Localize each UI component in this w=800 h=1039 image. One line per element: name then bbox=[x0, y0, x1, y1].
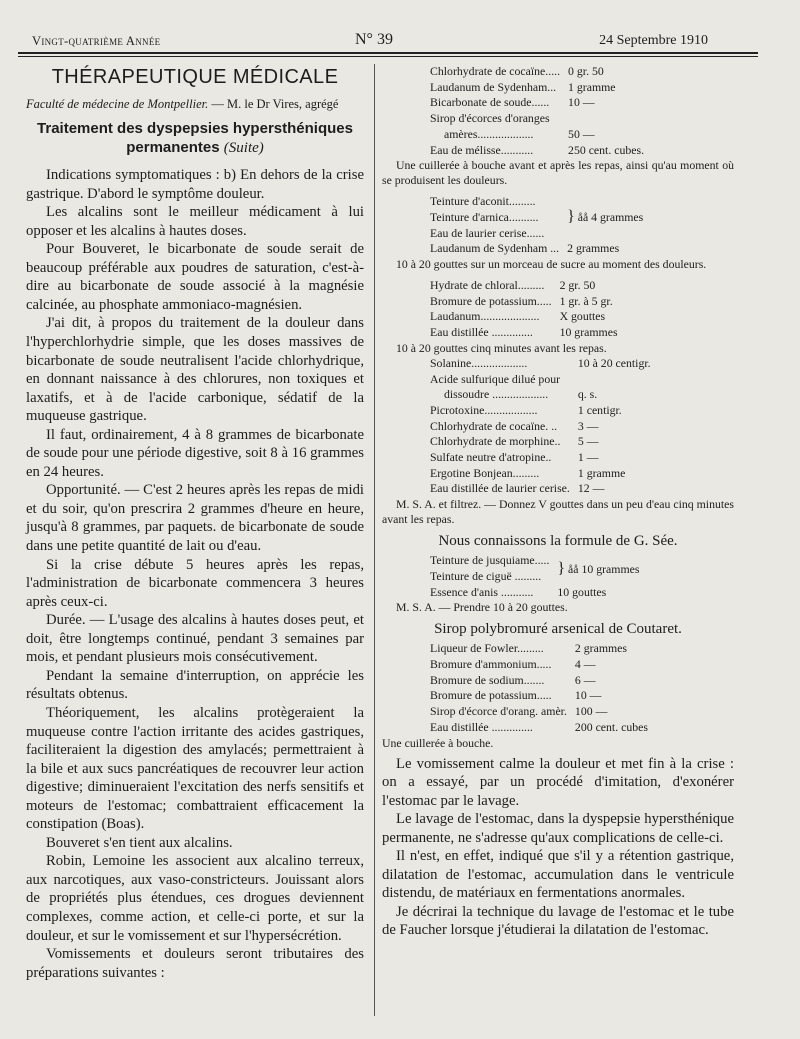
header-rule-thin bbox=[18, 56, 758, 57]
dose: 4 — bbox=[574, 656, 596, 671]
article-title bbox=[26, 119, 364, 158]
prescription-row bbox=[382, 143, 644, 159]
dosage-note: M. S. A. et filtrez. — Donnez V gouttes dans un peu d'eau cinq minutes avant les repas. bbox=[382, 497, 734, 527]
dose: 10 grammes bbox=[559, 325, 618, 340]
ingredient: Laudanum de Sydenham ... bbox=[430, 241, 560, 256]
header-rule bbox=[18, 52, 758, 54]
paragraph: Je décrirai la technique du lavage de l'estomac et le tube de Faucher lorsque j'étudierai la dilatation de l'estomac. bbox=[382, 903, 734, 938]
dose bbox=[570, 372, 651, 388]
dose: 6 — bbox=[574, 672, 596, 687]
dose bbox=[560, 111, 644, 127]
paragraph: Bouveret s'en tient aux alcalins. bbox=[46, 834, 233, 851]
ingredient: amères................... bbox=[444, 126, 534, 141]
dose: 50 — bbox=[568, 126, 595, 141]
dosage-note: M. S. A. — Prendre 10 à 20 gouttes. bbox=[396, 600, 568, 615]
ingredient: Teinture d'aconit......... bbox=[430, 194, 536, 209]
right-body-text bbox=[382, 755, 734, 940]
faculty: Faculté de médecine de Montpellier. bbox=[26, 96, 209, 111]
header-year: Vingt-quatrième Année bbox=[32, 34, 161, 48]
prescription-2 bbox=[382, 194, 734, 257]
dose: 2 gr. 50 bbox=[559, 278, 596, 293]
group-dose: åå 10 grammes bbox=[568, 561, 640, 576]
dose: 10 — bbox=[568, 95, 595, 110]
ingredient: Eau de laurier cerise...... bbox=[430, 225, 545, 240]
prescription-row bbox=[382, 80, 644, 96]
ingredient: Essence d'anis ........... bbox=[430, 584, 534, 599]
paragraph: Il faut, ordinairement, 4 à 8 grammes de bicarbonate de soude pour une période digestive, soit 8 à 16 grammes en 24 heures. bbox=[26, 426, 364, 480]
ingredient: Teinture d'arnica.......... bbox=[430, 209, 539, 224]
ingredient: Teinture de ciguë ......... bbox=[430, 568, 542, 583]
ingredient: Ergotine Bonjean......... bbox=[430, 465, 540, 480]
dose: 1 gramme bbox=[568, 79, 616, 94]
formula-heading: Nous connaissons la formule de G. Sée. bbox=[438, 533, 678, 550]
author: — M. le Dr Vires, agrégé bbox=[208, 96, 339, 111]
ingredient: Eau distillée de laurier cerise. bbox=[430, 481, 570, 496]
dose: 1 centigr. bbox=[577, 402, 622, 417]
ingredient: Picrotoxine.................. bbox=[430, 402, 538, 417]
dose: 3 — bbox=[577, 418, 599, 433]
dose: 5 — bbox=[577, 434, 599, 449]
paragraph: Pendant la semaine d'interruption, on apprécie les résultats obtenus. bbox=[26, 667, 364, 703]
ingredient: Eau distillée .............. bbox=[430, 719, 533, 734]
dose: 2 grammes bbox=[574, 641, 628, 656]
dose: 1 — bbox=[577, 450, 599, 465]
paragraph: Robin, Lemoine les associent aux alcalino terreux, aux narcotiques, aux vaso-constricteurs. Jouissant alors de propriétés plus étendues, ces drogues deviennent complexes, comme action, et celle-ci porte, et sur la douleur, et sur le vomissement et sur l'hypersécrétion. bbox=[26, 853, 364, 944]
ingredient: Bromure d'ammonium..... bbox=[430, 656, 552, 671]
dosage-note: 10 à 20 gouttes sur un morceau de sucre au moment des douleurs. bbox=[396, 257, 707, 272]
dose: 10 — bbox=[574, 688, 602, 703]
ingredient: Chlorhydrate de cocaïne. .. bbox=[430, 418, 558, 433]
dosage-note: Une cuillerée à bouche avant et après les repas, ainsi qu'au moment où se produisent les douleurs. bbox=[382, 158, 734, 188]
dose: 100 — bbox=[574, 704, 608, 719]
ingredient: Acide sulfurique dilué pour bbox=[430, 371, 561, 386]
prescription-6 bbox=[382, 641, 734, 735]
ingredient: Chlorhydrate de cocaïne..... bbox=[430, 64, 561, 78]
dosage-note: Une cuillerée à bouche. bbox=[382, 735, 494, 750]
ingredient: Laudanum.................... bbox=[430, 309, 540, 324]
paragraph: Le vomissement calme la douleur et met fin à la crise : on a essayé, par un procédé d'imitation, d'exonérer l'estomac par le lavage. bbox=[382, 755, 734, 809]
header-date: 24 Septembre 1910 bbox=[599, 33, 708, 48]
dose: 200 cent. cubes bbox=[574, 719, 648, 734]
paragraph: Vomissements et douleurs seront tributaires des préparations suivantes : bbox=[26, 946, 364, 981]
dose: 250 cent. cubes. bbox=[568, 142, 645, 157]
header-issue-number: N° 39 bbox=[355, 31, 393, 48]
paragraph: Si la crise débute 5 heures après les repas, l'administration de bicarbonate commencera 3 heures après ceux-ci. bbox=[26, 556, 364, 610]
prescription-5 bbox=[382, 553, 734, 600]
ingredient: dissoudre ................... bbox=[444, 387, 549, 402]
paragraph: Les alcalins sont le meilleur médicament à lui opposer et les alcalins à hautes doses. bbox=[26, 204, 364, 239]
paragraph: Opportunité. — C'est 2 heures après les repas de midi et du soir, qu'on prescrira 2 grammes d'heure en heure, jusqu'à 8 grammes, par paquets. de bicarbonate de soude dans une petite quantité de lait ou d'eau. bbox=[26, 482, 364, 555]
ingredient: Bromure de potassium..... bbox=[430, 688, 552, 703]
paragraph: Durée. — L'usage des alcalins à hautes doses peut, et doit, être longtemps continué, pendant 3 semaines par mois, et pendant plusieurs mois consécutivement. bbox=[26, 612, 364, 666]
section-title: THÉRAPEUTIQUE MÉDICALE bbox=[51, 66, 339, 88]
paragraph: Théoriquement, les alcalins protègeraient la muqueuse contre l'action irritante des acides gastriques, faciliteraient la digestion des amylacés; permettraient à la bile et aux sucs pancréatiques de recouvrer leur action digestive; diminueraient l'excitation des nerfs sensitifs et moteurs de l'estomac; combattraient efficacement la constipation (Boas). bbox=[26, 704, 364, 833]
paragraph: Indications symptomatiques : b) En dehors de la crise gastrique. D'abord le symptôme douleur. bbox=[26, 167, 364, 202]
ingredient: Liqueur de Fowler......... bbox=[430, 641, 544, 656]
ingredient: Eau distillée .............. bbox=[430, 325, 533, 340]
prescription-row bbox=[382, 111, 644, 127]
dosage-note: 10 à 20 gouttes cinq minutes avant les repas. bbox=[396, 340, 607, 355]
formula-heading: Sirop polybromuré arsenical de Coutaret. bbox=[434, 621, 682, 638]
prescription-row bbox=[382, 95, 644, 111]
dose bbox=[559, 194, 643, 241]
ingredient: Sirop d'écorce d'orang. amèr. bbox=[430, 704, 567, 719]
author-line bbox=[26, 95, 364, 114]
ingredient: Bromure de potassium..... bbox=[430, 293, 552, 308]
ingredient: Eau de mélisse........... bbox=[430, 142, 534, 157]
dose: 1 gramme bbox=[577, 465, 626, 480]
prescription-row bbox=[382, 127, 644, 143]
dose: X gouttes bbox=[559, 309, 606, 324]
prescription-row bbox=[382, 64, 644, 80]
paragraph: Pour Bouveret, le bicarbonate de soude serait de beaucoup préférable aux poudres de saturation, c'est-à-dire au bicarbonate de soude associé à la magnésie calcinée, au phosphate ammoniaco-magnésien. bbox=[26, 241, 364, 313]
ingredient: Sirop d'écorces d'oranges bbox=[430, 111, 550, 126]
paragraph: Il n'est, en effet, indiqué que s'il y a rétention gastrique, dilatation de l'estomac, accumulation dans le ventricule distendu, de matériaux en fermentations anormales. bbox=[382, 848, 734, 901]
dose: q. s. bbox=[577, 387, 598, 402]
dose: 10 gouttes bbox=[557, 584, 607, 599]
article-suite: (Suite) bbox=[223, 140, 264, 157]
brace-glyph: } bbox=[567, 208, 575, 226]
ingredient: Hydrate de chloral......... bbox=[430, 278, 545, 293]
right-column bbox=[382, 64, 734, 940]
prescription-4 bbox=[382, 356, 734, 497]
article-title-text: Traitement des dyspepsies hypersthéniques permanentes bbox=[37, 120, 353, 157]
ingredient: Bromure de sodium....... bbox=[430, 672, 545, 687]
group-dose: åå 4 grammes bbox=[577, 210, 644, 225]
dose: 0 gr. 50 bbox=[568, 64, 604, 78]
column-separator bbox=[374, 64, 375, 1016]
paragraph: J'ai dit, à propos du traitement de la douleur dans l'hyperchlorhydrie simple, que les doses massives de bicarbonate de soude neutralisent l'acide chlorhydrique, en donnant naissance à des chlorures, non toxiques et laxatifs, et à de l'acide carbonique, sédatif de la muqueuse gastrique. bbox=[26, 315, 364, 425]
ingredient: Solanine................... bbox=[430, 355, 528, 370]
prescription-1 bbox=[382, 64, 734, 158]
ingredient: Chlorhydrate de morphine.. bbox=[430, 434, 561, 449]
dose bbox=[549, 553, 639, 584]
ingredient: Laudanum de Sydenham... bbox=[430, 79, 557, 94]
left-column bbox=[26, 64, 364, 982]
brace-glyph: } bbox=[557, 559, 566, 577]
ingredient: Sulfate neutre d'atropine.. bbox=[430, 450, 552, 465]
dose: 12 — bbox=[577, 481, 605, 496]
dose: 10 à 20 centigr. bbox=[577, 355, 651, 370]
dose: 1 gr. à 5 gr. bbox=[559, 293, 613, 308]
ingredient: Teinture de jusquiame..... bbox=[430, 553, 550, 568]
paragraph: Le lavage de l'estomac, dans la dyspepsie hypersthénique permanente, ne s'adresse qu'aux complications de celle-ci. bbox=[382, 811, 734, 846]
prescription-3 bbox=[382, 278, 734, 341]
ingredient: Bicarbonate de soude...... bbox=[430, 95, 550, 110]
dose: 2 grammes bbox=[567, 241, 620, 256]
